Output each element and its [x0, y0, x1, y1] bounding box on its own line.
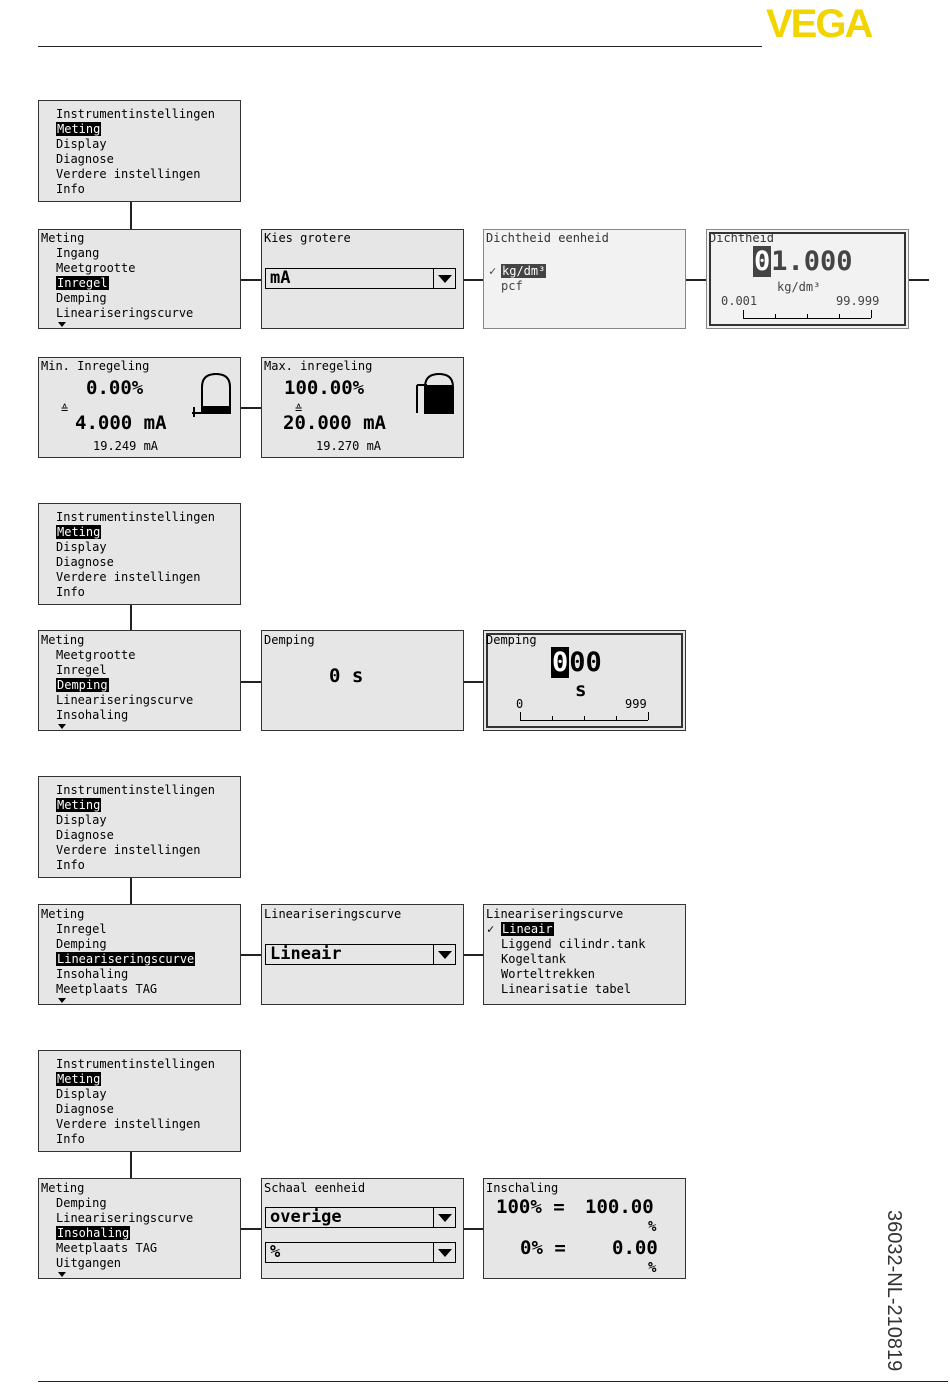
scale-tick — [616, 716, 617, 720]
option[interactable]: Worteltrekken — [501, 967, 595, 981]
scroll-down-icon[interactable] — [58, 998, 66, 1003]
checkmark-icon: ✓ — [487, 922, 495, 936]
menu-item-display[interactable]: Display — [56, 540, 107, 554]
menu-item-display[interactable]: Display — [56, 137, 107, 151]
screen-title: Kies grotere — [264, 231, 351, 245]
meting-menu-screen — [38, 904, 241, 1005]
screen-title: Demping — [486, 633, 537, 647]
unit-dropdown[interactable] — [265, 268, 456, 289]
main-menu-screen — [38, 503, 241, 605]
menu-item-instrumentinstellingen[interactable]: Instrumentinstellingen — [56, 107, 215, 121]
menu-item[interactable]: Demping — [56, 291, 107, 305]
menu-item[interactable]: Lineariseringscurve — [56, 306, 194, 320]
connector — [909, 279, 929, 281]
menu-item[interactable]: Meetplaats TAG — [56, 1241, 158, 1255]
tank-empty-icon — [190, 371, 240, 423]
lineariseringscurve-options-screen — [483, 904, 686, 1005]
schaal-eenheid-screen — [261, 1178, 464, 1279]
scroll-down-icon[interactable] — [58, 724, 66, 729]
menu-item-verdere-instellingen[interactable]: Verdere instellingen — [56, 1117, 201, 1131]
menu-item-selected[interactable]: Inregel — [57, 276, 108, 290]
screen-title: Dichtheid — [709, 231, 775, 245]
menu-item[interactable]: Uitgangen — [56, 1256, 122, 1270]
connector — [130, 605, 132, 630]
option[interactable]: pcf — [501, 279, 523, 293]
menu-item-verdere-instellingen[interactable]: Verdere instellingen — [56, 167, 201, 181]
menu-item-meting-selected[interactable]: Meting — [57, 525, 101, 539]
scale-tick — [552, 716, 553, 720]
equivalence-icon: ≙ — [295, 402, 303, 416]
value-rest: 1.000 — [771, 246, 853, 277]
menu-item-info[interactable]: Info — [56, 858, 85, 872]
menu-item-selected[interactable]: Demping — [57, 678, 108, 692]
menu-item[interactable]: Insohaling — [56, 967, 129, 981]
scale-min: 0 — [516, 697, 524, 711]
scale-max: 999 — [625, 697, 647, 711]
scale-line — [743, 318, 871, 319]
value-cursor-digit[interactable]: 0 — [552, 647, 569, 678]
main-menu-screen — [38, 100, 241, 202]
menu-item-selected[interactable]: Lineariseringscurve — [57, 952, 195, 966]
menu-item-verdere-instellingen[interactable]: Verdere instellingen — [56, 570, 201, 584]
menu-item-diagnose[interactable]: Diagnose — [56, 152, 114, 166]
scroll-down-icon[interactable] — [58, 322, 66, 327]
connector — [464, 681, 483, 683]
actual-current: 19.270 mA — [316, 439, 382, 453]
scale-0-value: 0.00 — [612, 1237, 658, 1259]
connector — [241, 954, 261, 956]
scale-min: 0.001 — [721, 294, 758, 308]
connector — [241, 1228, 261, 1230]
screen-title: Schaal eenheid — [264, 1181, 366, 1195]
document-id: 36032-NL-210819 — [883, 1210, 905, 1372]
lineariseringscurve-screen — [261, 904, 464, 1005]
screen-title: Lineariseringscurve — [486, 907, 624, 921]
menu-item-info[interactable]: Info — [56, 585, 85, 599]
menu-item-info[interactable]: Info — [56, 1132, 85, 1146]
scale-tick — [648, 712, 649, 720]
menu-item[interactable]: Insohaling — [56, 708, 129, 722]
inschaling-screen — [483, 1178, 686, 1279]
scale-100-unit: % — [648, 1219, 657, 1235]
menu-item[interactable]: Meetgrootte — [56, 261, 136, 275]
connector — [241, 407, 261, 409]
scale-tick — [807, 314, 808, 318]
screen-title: Max. inregeling — [264, 359, 373, 373]
pct-unit: % — [352, 377, 365, 399]
scale-max: 99.999 — [836, 294, 880, 308]
ma-value: 4.000 — [75, 412, 133, 434]
footer-rule — [38, 1381, 948, 1382]
scale-size-dropdown[interactable] — [265, 1207, 456, 1228]
scale-unit-dropdown[interactable] — [265, 1242, 456, 1263]
option-selected[interactable]: Lineair — [502, 922, 553, 936]
connector — [464, 279, 483, 281]
dropdown-value: mA — [270, 268, 291, 288]
curve-dropdown[interactable] — [265, 944, 456, 965]
menu-item-info[interactable]: Info — [56, 182, 85, 196]
scale-0-unit: % — [648, 1260, 657, 1276]
screen-title: Min. Inregeling — [41, 359, 150, 373]
menu-item-meting-selected[interactable]: Meting — [57, 122, 101, 136]
main-menu-screen — [38, 776, 241, 878]
scale-0-label: 0% = — [520, 1237, 566, 1259]
connector — [464, 1228, 483, 1230]
screen-title: Dichtheid eenheid — [486, 231, 609, 245]
chevron-down-icon[interactable] — [433, 1208, 455, 1227]
menu-item-verdere-instellingen[interactable]: Verdere instellingen — [56, 843, 201, 857]
main-menu-screen — [38, 1050, 241, 1152]
option[interactable]: Kogeltank — [501, 952, 567, 966]
screen-title: Lineariseringscurve — [264, 907, 402, 921]
menu-item[interactable]: Demping — [56, 1196, 107, 1210]
pct-value: 0.00 — [86, 377, 132, 399]
actual-current: 19.249 mA — [93, 439, 159, 453]
menu-item-meting-selected[interactable]: Meting — [57, 1072, 101, 1086]
equivalence-icon: ≙ — [61, 402, 69, 416]
scale-100-label: 100% = — [496, 1196, 565, 1218]
screen-title: Meting — [41, 231, 85, 245]
dropdown-value: % — [270, 1242, 281, 1262]
menu-item[interactable]: Demping — [56, 937, 107, 951]
meting-menu-screen — [38, 630, 241, 731]
dropdown-value: Lineair — [270, 944, 342, 964]
connector — [130, 1152, 132, 1178]
scale-tick — [743, 310, 744, 318]
connector — [241, 681, 261, 683]
max-inregeling-screen — [261, 357, 464, 458]
scale-line — [520, 720, 648, 721]
value-cursor-digit[interactable]: 0 — [754, 246, 771, 277]
scale-tick — [520, 712, 521, 720]
menu-item-meting-selected[interactable]: Meting — [57, 798, 101, 812]
menu-item-diagnose[interactable]: Diagnose — [56, 828, 114, 842]
connector — [464, 954, 483, 956]
menu-item[interactable]: Ingang — [56, 246, 100, 260]
connector — [130, 878, 132, 904]
screen-title: Meting — [41, 1181, 85, 1195]
kies-grotere-screen — [261, 229, 464, 329]
ma-unit: mA — [143, 412, 167, 434]
menu-item-instrumentinstellingen[interactable]: Instrumentinstellingen — [56, 510, 215, 524]
pct-unit: % — [131, 377, 144, 399]
dropdown-value: overige — [270, 1207, 342, 1227]
menu-item[interactable]: Inregel — [56, 922, 107, 936]
scale-tick — [775, 314, 776, 318]
demping-screen — [261, 630, 464, 731]
connector — [241, 279, 261, 281]
value-rest: 00 — [569, 647, 602, 678]
menu-item[interactable]: Inregel — [56, 663, 107, 677]
menu-item-display[interactable]: Display — [56, 813, 107, 827]
checkmark-icon: ✓ — [489, 264, 497, 278]
meting-menu-screen — [38, 229, 241, 329]
chevron-down-icon[interactable] — [433, 269, 455, 288]
menu-item[interactable]: Meetgrootte — [56, 648, 136, 662]
vega-logo: VEGA — [766, 2, 872, 46]
scale-100-value: 100.00 — [585, 1196, 654, 1218]
unit-label: s — [575, 679, 587, 701]
chevron-down-icon[interactable] — [433, 945, 455, 964]
menu-item[interactable]: Lineariseringscurve — [56, 693, 194, 707]
option[interactable]: Linearisatie tabel — [501, 982, 632, 996]
dichtheid-eenheid-screen — [483, 229, 686, 329]
demping-value: 0 s — [329, 665, 364, 687]
pct-value: 100.00 — [284, 377, 353, 399]
scale-tick — [871, 310, 872, 318]
chevron-down-icon[interactable] — [433, 1243, 455, 1262]
menu-item-diagnose[interactable]: Diagnose — [56, 1102, 114, 1116]
scale-tick — [584, 716, 585, 720]
tank-full-icon — [413, 371, 463, 423]
option-selected[interactable]: kg/dm³ — [502, 264, 546, 278]
menu-item-display[interactable]: Display — [56, 1087, 107, 1101]
screen-title: Inschaling — [486, 1181, 559, 1195]
ma-unit: mA — [363, 412, 386, 434]
option[interactable]: Liggend cilindr.tank — [501, 937, 646, 951]
menu-item-diagnose[interactable]: Diagnose — [56, 555, 114, 569]
demping-edit-screen — [483, 630, 686, 731]
menu-item-instrumentinstellingen[interactable]: Instrumentinstellingen — [56, 1057, 215, 1071]
menu-item[interactable]: Lineariseringscurve — [56, 1211, 194, 1225]
screen-title: Demping — [264, 633, 315, 647]
header-rule — [38, 46, 762, 47]
menu-item-selected[interactable]: Insohaling — [57, 1226, 130, 1240]
meting-menu-screen — [38, 1178, 241, 1279]
unit-label: kg/dm³ — [777, 280, 821, 294]
connector — [130, 202, 132, 229]
screen-title: Meting — [41, 907, 85, 921]
min-inregeling-screen — [38, 357, 241, 458]
dichtheid-screen — [706, 229, 909, 329]
scroll-down-icon[interactable] — [58, 1272, 66, 1277]
menu-item[interactable]: Meetplaats TAG — [56, 982, 158, 996]
connector — [686, 279, 706, 281]
screen-title: Meting — [41, 633, 85, 647]
menu-item-instrumentinstellingen[interactable]: Instrumentinstellingen — [56, 783, 215, 797]
ma-value: 20.000 — [283, 412, 352, 434]
scale-tick — [839, 314, 840, 318]
